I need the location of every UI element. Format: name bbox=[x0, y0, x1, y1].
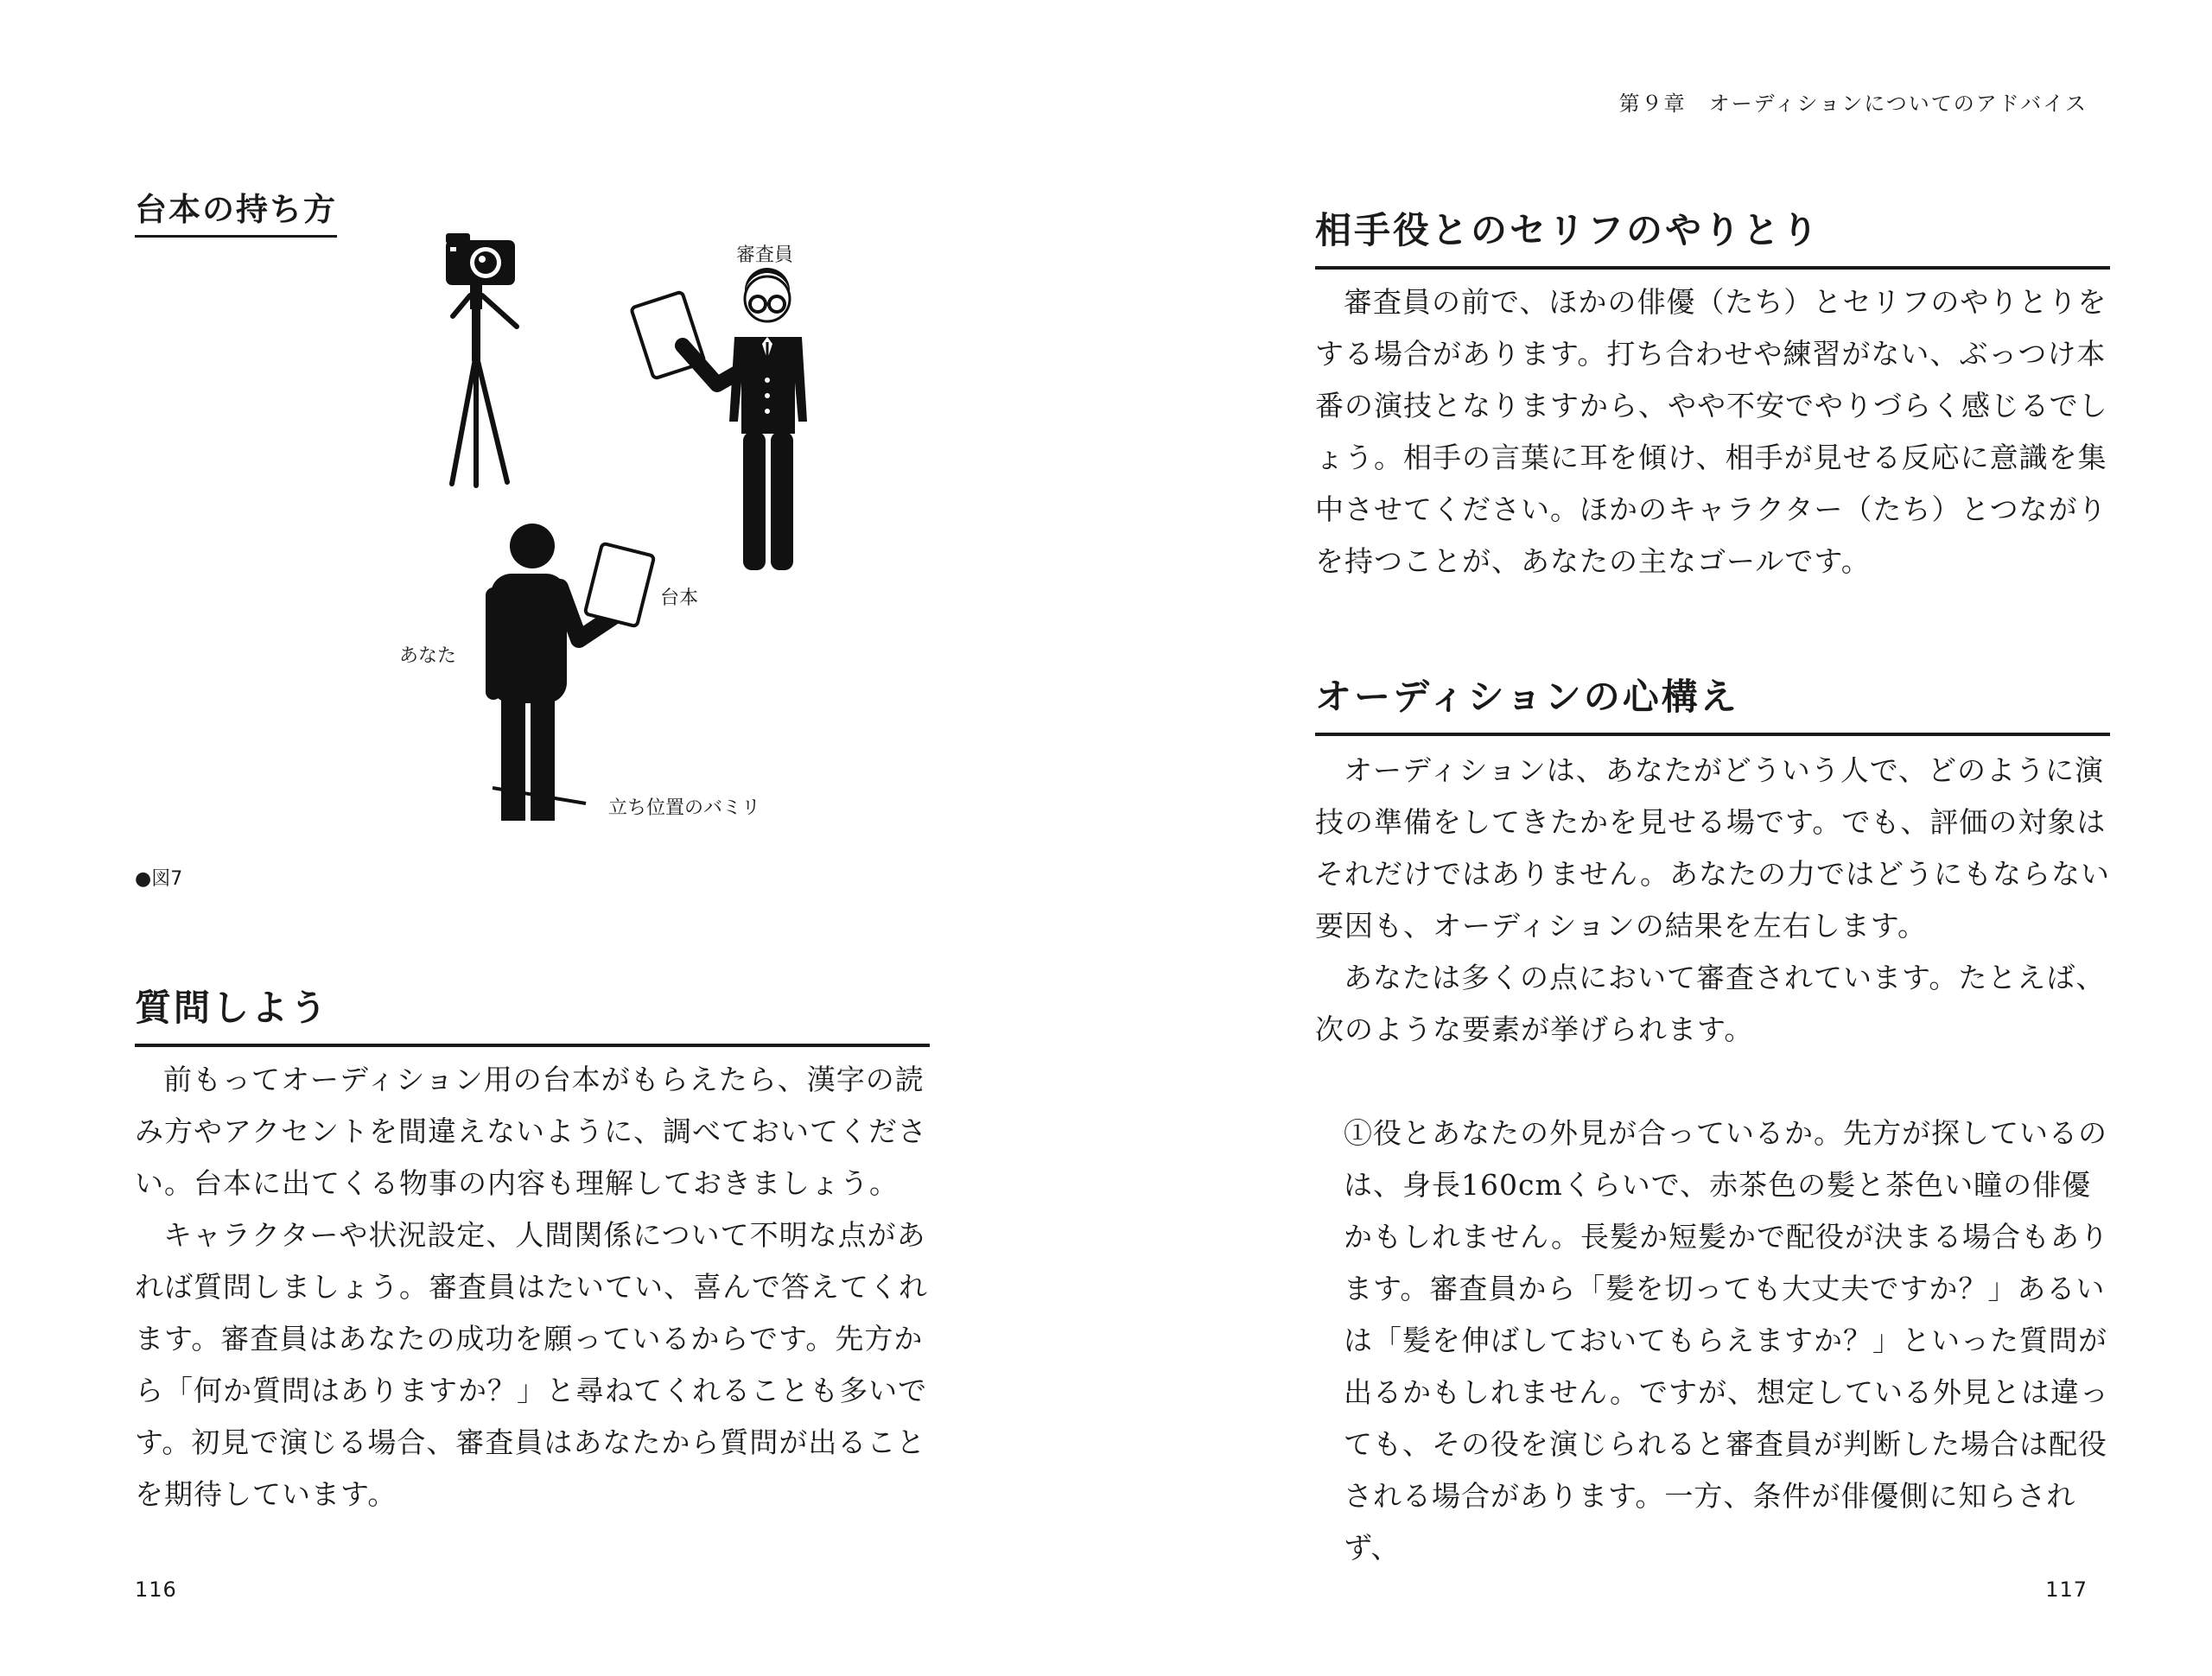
paragraph: あなたは多くの点において審査されています。たとえば、次のような要素が挙げられます。 bbox=[1315, 961, 2106, 1046]
figure-title: 台本の持ち方 bbox=[135, 183, 337, 238]
figure-illustration bbox=[363, 216, 812, 821]
paragraph: 前もってオーディション用の台本がもらえたら、漢字の読み方やアクセントを間違えないように、調べておいてください。台本に出てくる物事の内容も理解しておきましょう。 bbox=[135, 1063, 928, 1200]
paragraph-spacer bbox=[1315, 1056, 2119, 1108]
figure-script-holding bbox=[363, 216, 812, 821]
body-text-questions bbox=[135, 1054, 938, 1520]
camera-on-tripod-icon bbox=[446, 233, 517, 486]
paragraph: 審査員の前で、ほかの俳優（たち）とセリフのやりとりをする場合があります。打ち合わせや練習がない、ぶっつけ本番の演技となりますから、やや不安でやりづらく感じるでしょう。相手の言葉に耳を傾け、相手が見せる反応に意識を集中させてください。ほかのキャラクター（たち）とつながりを持つことが、あなたの主なゴールです。 bbox=[1315, 285, 2108, 578]
running-head: 第９章 オーディションについてのアドバイス bbox=[1618, 92, 2088, 116]
label-you: あなた bbox=[399, 645, 457, 667]
actor-figure-icon bbox=[486, 524, 654, 821]
paragraph: オーディションは、あなたがどういう人で、どのように演技の準備をしてきたかを見せる場です。でも、評価の対象はそれだけではありません。あなたの力ではどうにもならない要因も、オーディションの結果を左右します。 bbox=[1315, 753, 2110, 943]
body-text-mindset bbox=[1315, 745, 2119, 1574]
examiner-figure-icon bbox=[631, 268, 807, 570]
section-title-questions: 質問しよう bbox=[135, 980, 930, 1047]
label-script: 台本 bbox=[660, 587, 699, 609]
body-text-dialogue bbox=[1315, 276, 2119, 587]
figure-caption: ●図7 bbox=[135, 868, 183, 890]
label-floor-mark: 立ち位置のバミリ bbox=[608, 797, 761, 819]
page-number: 117 bbox=[2045, 1578, 2088, 1602]
section-title-mindset: オーディションの心構え bbox=[1315, 669, 2110, 736]
label-examiner: 審査員 bbox=[736, 244, 794, 266]
page-number: 116 bbox=[135, 1578, 177, 1602]
list-item: ①役とあなたの外見が合っているか。先方が探しているのは、身長160cmくらいで、赤茶色の髪と茶色い瞳の俳優かもしれません。長髪か短髪かで配役が決まる場合もあります。審査員から「髪を切っても大丈夫ですか？」あるいは「髪を伸ばしておいてもらえますか？」といった質問が出るかもしれません。ですが、想定している外見とは違っても、その役を演じられると審査員が判断した場合は配役される場合があります。一方、条件が俳優側に知らされず、 bbox=[1344, 1116, 2109, 1565]
paragraph: キャラクターや状況設定、人間関係について不明な点があれば質問しましょう。審査員はたいてい、喜んで答えてくれます。審査員はあなたの成功を願っているからです。先方から「何か質問はありますか？」と尋ねてくれることも多いです。初見で演じる場合、審査員はあなたから質問が出ることを期待しています。 bbox=[135, 1218, 928, 1511]
section-title-dialogue: 相手役とのセリフのやりとり bbox=[1315, 202, 2110, 270]
right-page bbox=[1106, 0, 2212, 1676]
